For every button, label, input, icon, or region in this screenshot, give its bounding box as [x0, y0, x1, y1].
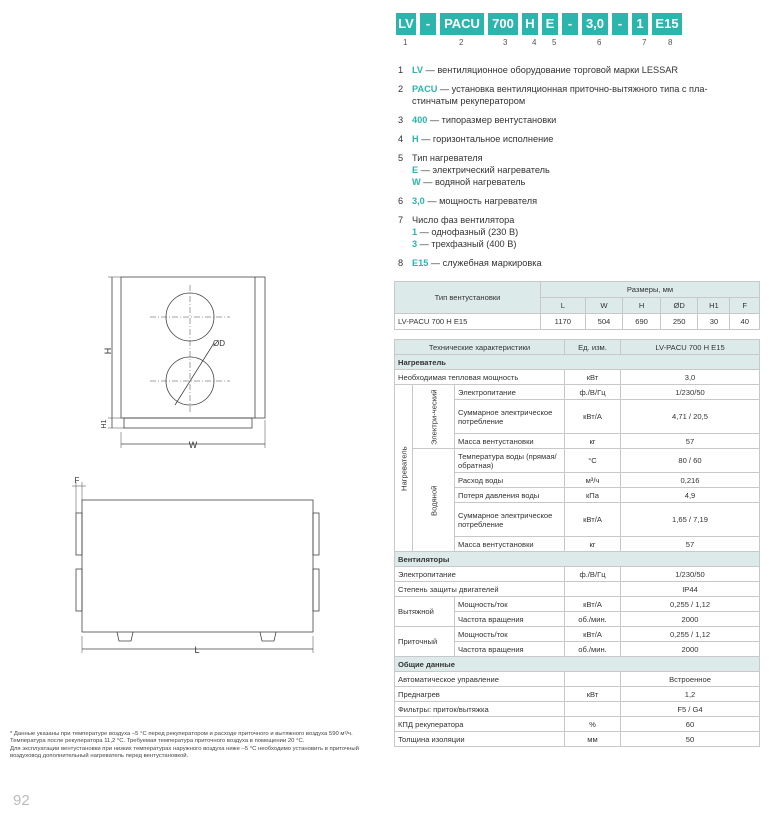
code-box: -	[420, 13, 436, 35]
code-number: 1	[403, 38, 408, 47]
code-box: LV	[396, 13, 416, 35]
duct-flange	[313, 513, 319, 555]
support-foot	[260, 632, 276, 641]
section-fans: Вентиляторы	[395, 552, 760, 567]
code-number: 7	[642, 38, 647, 47]
code-number: 6	[597, 38, 602, 47]
sizes-header: Размеры, мм	[541, 282, 760, 298]
dim-d-label: ØD	[213, 339, 225, 348]
dimensions-table	[394, 281, 760, 330]
col-header: H	[623, 298, 661, 314]
code-box: 700	[488, 13, 518, 35]
code-box: 3,0	[582, 13, 608, 35]
section-heater: Нагреватель	[395, 355, 760, 370]
legend-item: 8 E15 — служебная маркировка	[398, 258, 542, 268]
code-box: 1	[632, 13, 648, 35]
code-number: 2	[459, 38, 464, 47]
col-header: H1	[698, 298, 730, 314]
col-type-header: Тип вентустановки	[395, 282, 541, 314]
legend-item: 3 400 — типоразмер вентустановки	[398, 115, 557, 125]
support-foot	[117, 632, 133, 641]
diameter-line	[175, 343, 214, 405]
section-general: Общие данные	[395, 657, 760, 672]
code-box: PACU	[440, 13, 484, 35]
duct-flange	[76, 569, 82, 611]
code-number: 8	[668, 38, 673, 47]
dim-f-label: F	[74, 476, 80, 485]
legend-item: 1 LV — вентиляционное оборудование торговой марки LESSAR	[398, 65, 679, 75]
front-view-body	[121, 277, 265, 418]
page-number: 92	[13, 792, 30, 809]
dim-l-label: L	[194, 645, 200, 655]
spec-table: Технические характеристики Ед. изм. LV-PACU 700 H E15 Нагреватель Необходимая тепловая мощность кВт 3,0 Нагреватель Электри-ческий Электропитание ф./В/Гц 1/230/50 Суммарное электрическое потребление кВт/А 4,71 / 20,5 Масса вентустановки кг 57 Водяной Температура воды (прямая/обратная) °С 80 / 60 Расход воды м³/ч 0,216 Потеря давления воды кПа 4,9 Суммарное электрическое потребление кВт/А 1,65 / 7,19 Масса вентустановки кг 57 Вентиляторы Электропитание ф./В/Гц 1/230/50 Степень защиты двигателей IP44 Вытяжной Мощность/ток кВт/А 0,255 / 1,12 Частота вращения об./мин. 2000 Приточный Мощность/ток кВт/А 0,255 / 1,12 Частота вращения об./мин. 2000 Общие данные Автоматическое управление Встроенное Преднагрев кВт 1,2 Фильтры: приток/вытяжка F5 / G4 КПД рекуператора % 60 Толщина изоляции мм 50	[394, 339, 760, 747]
model-cell: LV-PACU 700 H E15	[395, 314, 541, 330]
side-view-body	[82, 500, 313, 632]
dim-w-label: W	[188, 440, 198, 450]
supply-label: Приточный	[395, 627, 455, 657]
duct-flange	[76, 513, 82, 555]
legend-item: 7 Число фаз вентилятора 1 — однофазный (230 В) 3 — трехфазный (400 В)	[398, 215, 519, 249]
dim-h-label: H	[103, 347, 113, 355]
code-box: H	[522, 13, 538, 35]
code-number: 3	[503, 38, 508, 47]
exhaust-label: Вытяжной	[395, 597, 455, 627]
col-header: ØD	[660, 298, 698, 314]
legend-item: 6 3,0 — мощность нагревателя	[398, 196, 538, 206]
code-box: E15	[652, 13, 682, 35]
footnote: * Данные указаны при температуре воздуха –5 °С перед рекуператором и расходе приточного и вытяжного воздуха 590 м³/ч. Температура после рекуператора 11,2 °С. Требуемая температура приточного воздуха в помещении 20 °С. Для эксплуатации вентустановки при низких температурах наружного воздуха ниже –5 °С необходимо установить в приточный воздуховод дополнительный нагреватель перед вентустановкой.	[10, 731, 359, 760]
code-number: 4	[532, 38, 537, 47]
code-box: E	[542, 13, 558, 35]
duct-flange	[313, 569, 319, 611]
code-number: 5	[552, 38, 557, 47]
water-group-label: Водяной	[413, 449, 455, 552]
electric-group-label: Электри-ческий	[413, 385, 455, 449]
col-header: L	[541, 298, 586, 314]
legend-item: 4 H — горизонтальное исполнение	[398, 134, 554, 144]
heater-group-label: Нагреватель	[395, 385, 413, 552]
col-header: W	[585, 298, 623, 314]
code-box: -	[562, 13, 578, 35]
legend-item: 2 PACU — установка вентиляционная приточно-вытяжного типа с пла- стинчатым рекуператором	[398, 84, 708, 106]
col-header: F	[730, 298, 760, 314]
dim-h1-label: H1	[101, 419, 108, 429]
legend-item: 5 Тип нагревателя E — электрический нагреватель W — водяной нагреватель	[398, 153, 550, 187]
model-code	[396, 13, 682, 35]
code-legend	[398, 64, 758, 276]
table-row: LV-PACU 700 H E15 1170 504 690 250 30 40	[395, 314, 760, 330]
code-box: -	[612, 13, 628, 35]
unit-drawing	[0, 0, 390, 730]
front-view-base	[124, 418, 252, 428]
